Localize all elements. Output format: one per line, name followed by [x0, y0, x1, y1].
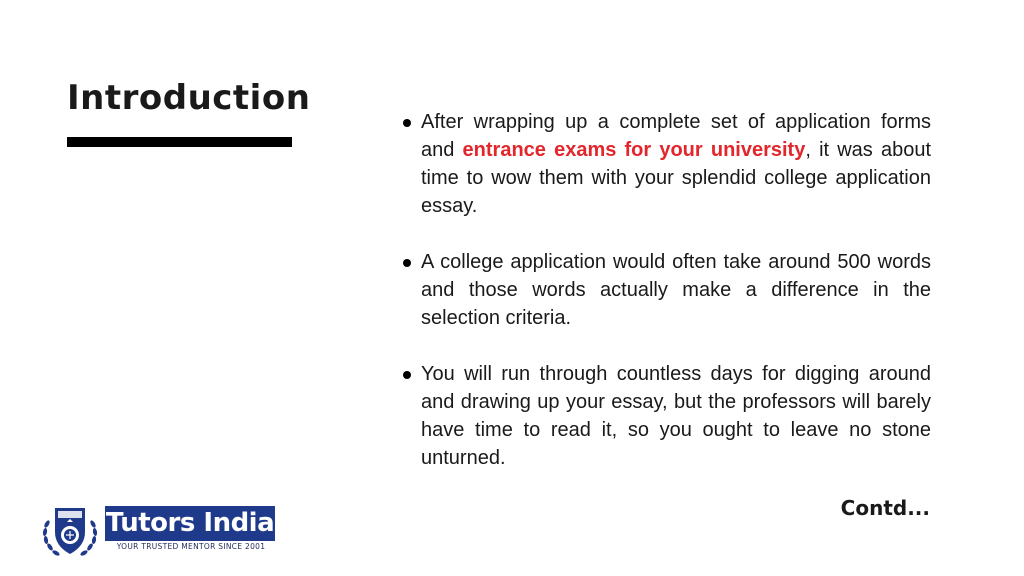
- bullet-list: [400, 108, 931, 500]
- bullet-dot-icon: [403, 119, 411, 127]
- bullet-text: A college application would often take around 500 words and those words actually make a difference in the selection criteria.: [421, 251, 931, 329]
- bullet-dot-icon: [403, 371, 411, 379]
- slide-title: Introduction: [67, 78, 311, 118]
- brand-tagline: YOUR TRUSTED MENTOR SINCE 2001: [116, 542, 266, 551]
- bullet-text-end: , it was about time to wow them with your splendid college application essay.: [421, 139, 932, 217]
- bullet-item: [400, 248, 931, 332]
- brand-name-box: [105, 506, 275, 541]
- bullet-item: [400, 360, 931, 472]
- highlighted-link-text[interactable]: entrance exams for your university: [462, 139, 806, 161]
- laurel-crest-icon: [37, 502, 103, 560]
- continued-label: Contd...: [840, 496, 930, 520]
- bullet-dot-icon: [403, 259, 411, 267]
- bullet-text: You will run through countless days for digging around and drawing up your essay, but the professors will barely have time to read it, so you ought to leave no stone unturned.: [421, 363, 931, 469]
- brand-logo: [37, 502, 277, 560]
- bullet-item: [400, 108, 931, 220]
- title-underline: [67, 137, 292, 147]
- brand-name: Tutors India: [105, 508, 275, 538]
- bullet-text-start: After wrapping up a complete set of application forms and: [421, 111, 931, 161]
